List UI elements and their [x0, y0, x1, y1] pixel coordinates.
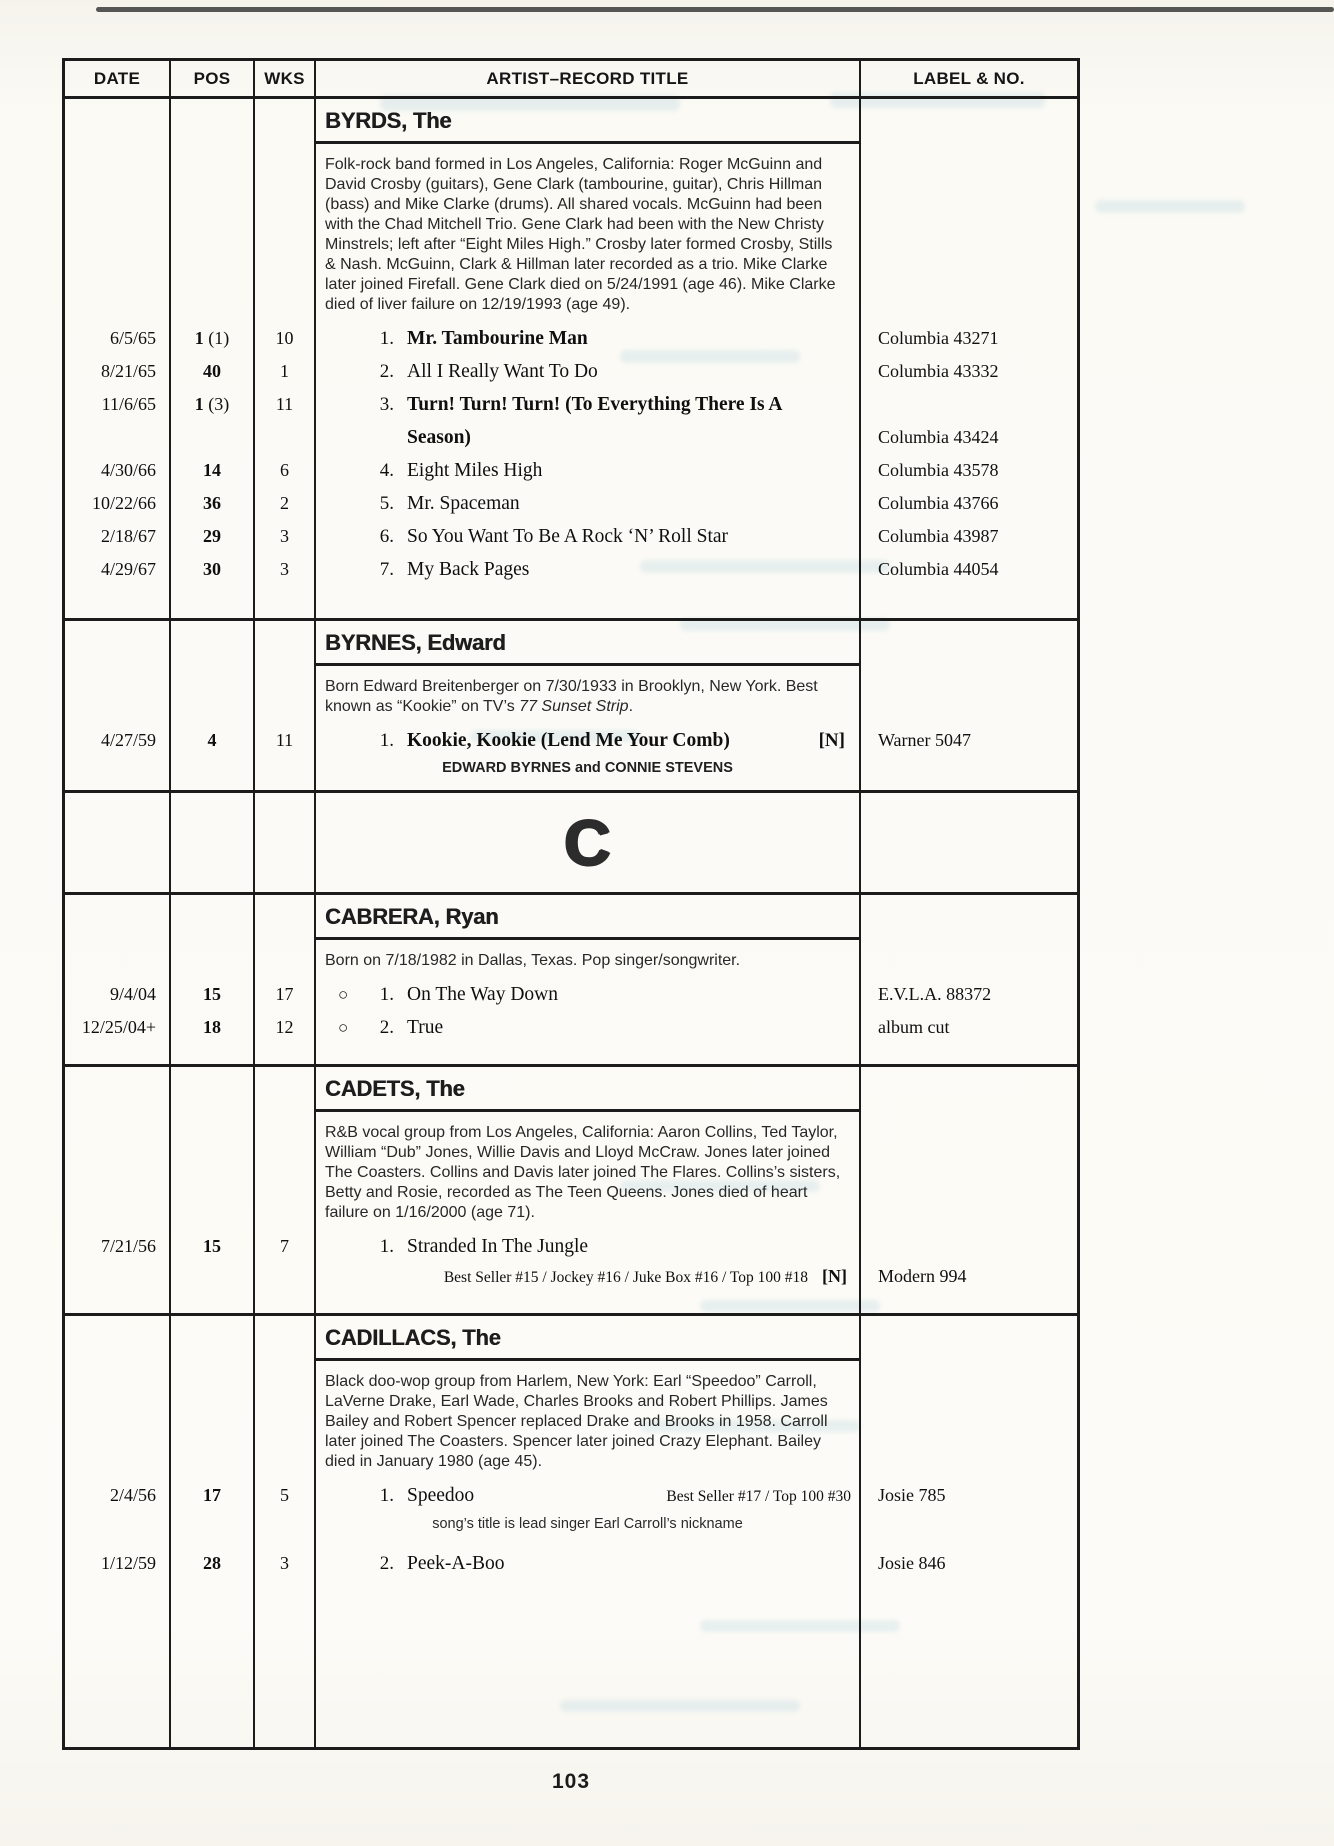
- entry-weeks: 10: [255, 322, 316, 355]
- entry-label: album cut: [878, 1017, 950, 1037]
- entry-label: Modern 994: [878, 1266, 967, 1286]
- entry-weeks: 3: [255, 1547, 316, 1580]
- entry-number: 1.: [379, 1236, 394, 1257]
- song-entry-row: [65, 1479, 1077, 1513]
- song-title: Mr. Tambourine Man: [407, 328, 588, 349]
- entry-weeks: 3: [255, 553, 316, 586]
- artist-bio-byrnes: Born Edward Breitenberger on 7/30/1933 in Brooklyn, New York. Best known as “Kookie” on TV’s 77 Sunset Strip.: [316, 666, 861, 724]
- entry-label: Josie 846: [878, 1553, 946, 1573]
- entry-label: Columbia 44054: [878, 559, 999, 579]
- artist-name-byrds: BYRDS, The: [316, 99, 861, 144]
- song-title: True: [407, 1017, 444, 1038]
- artist-header-row: [65, 618, 1077, 666]
- entry-weeks: 6: [255, 454, 316, 487]
- artist-header-row: [65, 1064, 1077, 1112]
- entry-date: 4/27/59: [65, 724, 171, 757]
- section-spacer: [65, 783, 1077, 790]
- letter-divider-c: C: [316, 793, 861, 892]
- song-entry-row: [65, 355, 1077, 388]
- artist-bio-row: [65, 1112, 1077, 1230]
- entry-label: Columbia 43578: [878, 460, 999, 480]
- entry-peak-position: 28: [171, 1547, 255, 1580]
- entry-peak-position: 29: [171, 520, 255, 553]
- entry-date: 1/12/59: [65, 1547, 171, 1580]
- artist-bio-byrds: Folk-rock band formed in Los Angeles, California: Roger McGuinn and David Crosby (guitars), Gene Clark (tambourine, guitar), Chris Hillman (bass) and Mike Clarke (drums). All shared vocals. McGuinn had been with the Chad Mitchell Trio. Gene Clark had been with the New Christy Minstrels; left after “Eight Miles High.” Crosby later formed Crosby, Stills & Nash. McGuinn, Clark & Hillman later recorded as a trio. Mike Clarke later joined Firefall. Gene Clark died on 5/24/1991 (age 46). Mike Clarke died of liver failure on 12/19/1993 (age 49).: [316, 144, 861, 322]
- entry-date: 7/21/56: [65, 1230, 171, 1263]
- scan-artifact-line: [96, 7, 1334, 12]
- bleed-through-artifact: [1095, 200, 1245, 213]
- entry-gap: [65, 1538, 1077, 1547]
- song-title-continued: Season): [407, 427, 471, 448]
- song-entry-row: [65, 1547, 1077, 1580]
- entry-peak-position: 30: [171, 553, 255, 586]
- entry-date: 12/25/04+: [65, 1011, 171, 1044]
- column-header-label-no: LABEL & NO.: [913, 68, 1025, 88]
- song-entry-row: [65, 978, 1077, 1011]
- airplay-circle-icon: ○: [338, 1018, 349, 1037]
- artist-header-row: [65, 1313, 1077, 1361]
- song-note: song’s title is lead singer Earl Carroll’s nickname: [316, 1513, 861, 1538]
- artist-bio-cadillacs: Black doo-wop group from Harlem, New York: Earl “Speedoo” Carroll, LaVerne Drake, Earl Wade, Charles Brooks and Robert Phillips. James Bailey and Robert Spencer replaced Drake and Brooks in 1958. Carroll later joined The Coasters. Spencer later joined Crazy Elephant. Bailey died in January 1980 (age 45).: [316, 1361, 861, 1479]
- entry-peak-position: 17: [171, 1479, 255, 1513]
- song-entry-row: [65, 553, 1077, 586]
- chart-table: [62, 58, 1080, 1750]
- entry-date: 2/18/67: [65, 520, 171, 553]
- song-title: Eight Miles High: [407, 460, 543, 481]
- entry-title-cell: [316, 487, 861, 520]
- entry-peak-position: 15: [171, 978, 255, 1011]
- song-title: Speedoo: [407, 1485, 475, 1506]
- song-entry-row: [65, 520, 1077, 553]
- airplay-circle-icon: ○: [338, 985, 349, 1004]
- artist-name-cabrera: CABRERA, Ryan: [316, 895, 861, 940]
- song-entry-row: [65, 724, 1077, 757]
- table-header-row: [65, 61, 1077, 99]
- entry-number: 1.: [379, 1485, 394, 1506]
- page-number: 103: [551, 1770, 591, 1793]
- song-title: My Back Pages: [407, 559, 530, 580]
- entry-date: 8/21/65: [65, 355, 171, 388]
- entry-label: Warner 5047: [878, 730, 972, 750]
- song-entry-row: [65, 454, 1077, 487]
- entry-label: Columbia 43987: [878, 526, 999, 546]
- artist-credit-row: [65, 757, 1077, 783]
- entry-title-cell: [316, 388, 861, 421]
- song-entry-row: [65, 1011, 1077, 1044]
- song-title: Mr. Spaceman: [407, 493, 520, 514]
- entry-date: 9/4/04: [65, 978, 171, 1011]
- entry-number: 2.: [379, 1553, 394, 1574]
- entry-peak-position: 1 (1): [171, 322, 255, 355]
- entry-label: E.V.L.A. 88372: [878, 984, 992, 1004]
- artist-header-row: [65, 892, 1077, 940]
- entry-title-cell: [316, 724, 861, 757]
- song-title: So You Want To Be A Rock ‘N’ Roll Star: [407, 526, 729, 547]
- entry-label: Columbia 43424: [878, 427, 999, 447]
- empty-table-bottom: [65, 1580, 1077, 1747]
- entry-label: Josie 785: [878, 1485, 946, 1505]
- entry-title-cell: [316, 355, 861, 388]
- artist-header-row: [65, 99, 1077, 144]
- song-title: All I Really Want To Do: [407, 361, 598, 382]
- entry-title-cell: [316, 322, 861, 355]
- column-header-wks: WKS: [255, 61, 316, 96]
- entry-peak-position: 36: [171, 487, 255, 520]
- entry-number: 4.: [379, 460, 394, 481]
- entry-title-cell: [316, 1230, 861, 1263]
- artist-bio-cadets: R&B vocal group from Los Angeles, California: Aaron Collins, Ted Taylor, William “Dub” Jones, Willie Davis and Lloyd McCraw. Jones later joined The Coasters. Collins and Davis later joined The Flares. Collins’s sisters, Betty and Rosie, recorded as The Teen Queens. Jones died of heart failure on 1/16/2000 (age 71).: [316, 1112, 861, 1230]
- song-title: Kookie, Kookie (Lend Me Your Comb): [407, 730, 730, 751]
- artist-bio-row: [65, 1361, 1077, 1479]
- novelty-tag: [N]: [822, 1266, 847, 1286]
- entry-weeks: 11: [255, 388, 316, 421]
- chart-positions-note: Best Seller #17 / Top 100 #30: [666, 1488, 851, 1505]
- tv-show-title: 77 Sunset Strip: [519, 698, 629, 715]
- artist-name-byrnes: BYRNES, Edward: [316, 621, 861, 666]
- section-spacer: [65, 1293, 1077, 1313]
- entry-weeks: 3: [255, 520, 316, 553]
- entry-weeks: 11: [255, 724, 316, 757]
- song-entry-row: [65, 1230, 1077, 1263]
- column-header-artist-title: ARTIST–RECORD TITLE: [316, 61, 861, 96]
- entry-date: 10/22/66: [65, 487, 171, 520]
- artist-bio-row: [65, 666, 1077, 724]
- entry-weeks: 2: [255, 487, 316, 520]
- novelty-tag: [N]: [818, 730, 845, 751]
- song-entry-row: [65, 322, 1077, 355]
- artist-bio-row: [65, 940, 1077, 978]
- chart-breakdown-row: [65, 1263, 1077, 1293]
- entry-title-cell: [316, 454, 861, 487]
- entry-peak-position: 4: [171, 724, 255, 757]
- entry-number: 2.: [379, 1017, 394, 1038]
- entry-number: 2.: [379, 361, 394, 382]
- entry-weeks: 5: [255, 1479, 316, 1513]
- song-entry-row: [65, 388, 1077, 421]
- entry-title-cell: [316, 1011, 861, 1044]
- entry-peak-position: 18: [171, 1011, 255, 1044]
- entry-peak-position: 15: [171, 1230, 255, 1263]
- entry-number: 7.: [379, 559, 394, 580]
- entry-peak-position: 14: [171, 454, 255, 487]
- song-entry-continuation-row: [65, 421, 1077, 454]
- entry-title-cell: [316, 1479, 861, 1513]
- artist-bio-row: [65, 144, 1077, 322]
- section-spacer: [65, 1044, 1077, 1064]
- column-header-pos: POS: [171, 61, 255, 96]
- entry-number: 6.: [379, 526, 394, 547]
- column-header-date: DATE: [65, 61, 171, 96]
- entry-date: 4/30/66: [65, 454, 171, 487]
- entry-label: Columbia 43271: [878, 328, 999, 348]
- entry-title-cell: [316, 1547, 861, 1580]
- section-spacer: [65, 586, 1077, 618]
- entry-weeks: 7: [255, 1230, 316, 1263]
- entry-label: Columbia 43332: [878, 361, 999, 381]
- song-artist-credit: EDWARD BYRNES and CONNIE STEVENS: [316, 757, 861, 783]
- entry-peak-position: 40: [171, 355, 255, 388]
- entry-date: 11/6/65: [65, 388, 171, 421]
- entry-number: 3.: [379, 394, 394, 415]
- entry-number: 1.: [379, 730, 394, 751]
- song-note-row: [65, 1513, 1077, 1538]
- entry-date: 4/29/67: [65, 553, 171, 586]
- song-title: Turn! Turn! Turn! (To Everything There Is A: [407, 394, 783, 415]
- entry-date: 2/4/56: [65, 1479, 171, 1513]
- letter-divider-row: [65, 790, 1077, 892]
- entry-number: 1.: [379, 984, 394, 1005]
- artist-name-cadets: CADETS, The: [316, 1067, 861, 1112]
- entry-title-cell: [316, 520, 861, 553]
- song-entry-row: [65, 487, 1077, 520]
- entry-number: 1.: [379, 328, 394, 349]
- entry-title-cell: [316, 553, 861, 586]
- entry-date: 6/5/65: [65, 322, 171, 355]
- chart-positions-note: Best Seller #15 / Jockey #16 / Juke Box #16 / Top 100 #18: [443, 1269, 808, 1286]
- artist-name-cadillacs: CADILLACS, The: [316, 1316, 861, 1361]
- artist-bio-cabrera: Born on 7/18/1982 in Dallas, Texas. Pop singer/songwriter.: [316, 940, 861, 978]
- entry-weeks: 17: [255, 978, 316, 1011]
- entry-peak-position: 1 (3): [171, 388, 255, 421]
- song-title: Stranded In The Jungle: [407, 1236, 589, 1257]
- entry-title-cell: [316, 978, 861, 1011]
- song-title: Peek-A-Boo: [407, 1553, 505, 1574]
- entry-number: 5.: [379, 493, 394, 514]
- entry-weeks: 12: [255, 1011, 316, 1044]
- entry-weeks: 1: [255, 355, 316, 388]
- song-title: On The Way Down: [407, 984, 558, 1005]
- entry-label: Columbia 43766: [878, 493, 999, 513]
